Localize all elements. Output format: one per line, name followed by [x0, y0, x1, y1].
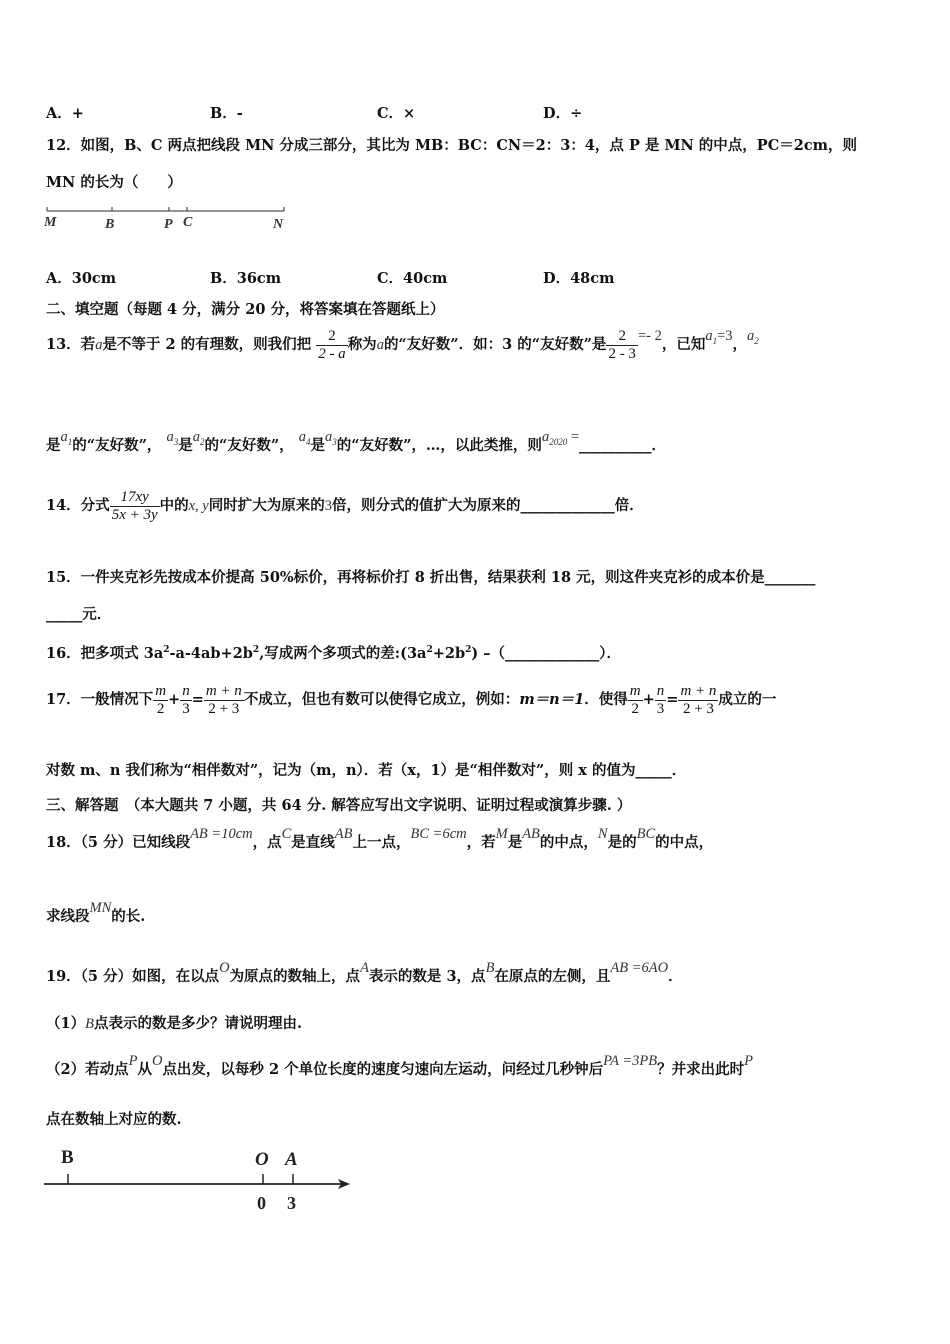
m-over-2	[628, 683, 643, 718]
q19-text: 表示的数是 3，点	[368, 968, 486, 985]
q19-text: 为原点的数轴上，点	[229, 968, 361, 985]
n-over-3	[180, 683, 192, 718]
frac-denominator: 2 + 3	[678, 700, 718, 718]
q19-text: 19．（5 分）如图，在以点	[46, 968, 220, 985]
q17-line1: 17．一般情况下 $\frac{m}{2}$ + $\frac{n}{3}$ = $\frac{m + n}{2 + 3}$ 不成立，但也有数可以使得它成立，例如：m＝n＝1．使得 $\frac{m}{2}$ + $\frac{n}{3}$ = $\frac{m + n}{2 + 3}$ 成立的一	[46, 682, 777, 717]
q18-text: ，若	[466, 834, 496, 851]
q18-text: 是的	[607, 834, 637, 851]
q12-option-b: B．36cm	[210, 270, 282, 287]
nl-tick-zero: 0	[257, 1193, 266, 1213]
q13-text: 的“友好数”，	[204, 437, 294, 454]
q13-text: 是	[310, 437, 325, 454]
var-a: a	[541, 429, 550, 445]
q19-text: 点表示的数是多少？请说明理由.	[93, 1015, 302, 1032]
q13-answer-blank: __________．	[579, 437, 666, 454]
number-line-figure	[44, 1142, 354, 1218]
q13-text: 是	[46, 437, 61, 454]
q17-text: ．使得	[584, 691, 628, 708]
frac-numerator: m	[629, 682, 641, 699]
segment-mn: MN	[89, 900, 112, 916]
q17-text: 不成立，但也有数可以使得它成立，例如：	[243, 691, 520, 708]
ab-length: AB =10cm	[190, 826, 253, 842]
m-over-2	[153, 683, 168, 718]
subscript: 2	[754, 335, 759, 346]
q11-option-c: C．×	[377, 105, 416, 122]
superscript: 2	[426, 645, 433, 655]
a1-term	[705, 328, 732, 344]
q13-text: 是不等于 2 的有理数，则我们把	[102, 336, 312, 353]
point-p: P	[128, 1053, 138, 1069]
example-fraction	[606, 328, 638, 363]
q19-text: （2）若动点	[46, 1061, 129, 1078]
q14-text: 中的	[159, 497, 189, 514]
q11-option-a: A．+	[46, 105, 84, 122]
frac-denominator: 2 + 3	[204, 700, 244, 718]
q16-text: 16．把多项式 3a	[46, 644, 164, 662]
pa-equation: PA =3PB	[603, 1053, 658, 1069]
q12-option-d: D．48cm	[543, 270, 615, 287]
var-a: a	[60, 429, 68, 445]
a1-term	[61, 429, 73, 445]
vars-xy: x, y	[188, 498, 209, 514]
subscript: 1	[67, 436, 73, 447]
point-m-label: M	[44, 215, 57, 230]
frac-numerator: m + n	[680, 682, 717, 699]
frac-numerator: 17xy	[120, 488, 149, 505]
q16-text: -a-4ab+2b	[169, 644, 253, 662]
q18-text: 上一点，	[352, 834, 411, 851]
line-ab: AB	[334, 826, 353, 842]
q18-text: 求线段	[46, 908, 90, 925]
q19-sub1	[46, 1012, 302, 1036]
q12-line2: MN 的长为（ ）	[46, 174, 182, 191]
q18-text: 是直线	[291, 834, 335, 851]
q13-text: 的“友好数”，…，以此类推，则	[336, 437, 542, 454]
frac-denominator: 2	[628, 700, 643, 718]
q18-text: 18．（5 分）已知线段	[46, 834, 191, 851]
point-b-label: B	[105, 217, 115, 232]
var-a: a	[376, 337, 384, 353]
q19-text: 点出发，以每秒 2 个单位长度的速度匀速向左运动，问经过几秒钟后	[162, 1061, 604, 1078]
q14-answer-blank: _____________	[520, 497, 615, 514]
q18-text: 的中点，	[655, 834, 714, 851]
q13-text: 13．若	[46, 336, 96, 353]
superscript: 2	[163, 645, 170, 655]
q14-text: 倍．	[614, 497, 644, 514]
q17-example: m＝n＝1	[519, 691, 585, 708]
section2-heading: 二、填空题（每题 4 分，满分 20 分，将答案填在答题纸上）	[46, 301, 445, 318]
a3-term	[167, 429, 179, 445]
q16-text: +2b	[432, 644, 466, 662]
q18-text: ，点	[252, 834, 282, 851]
section3-heading: 三、解答题 （本大题共 7 小题，共 64 分. 解答应写出文字说明、证明过程或演算步骤. ）	[46, 797, 632, 814]
point-o: O	[219, 960, 230, 976]
frac-numerator: n	[656, 682, 665, 699]
q17-line2: 对数 m、n 我们称为“相伴数对”，记为（m，n）．若（x，1）是“相伴数对”，则 x 的值为_____．	[46, 762, 687, 779]
q12-option-c: C．40cm	[377, 270, 448, 287]
q13-text: 的“友好数”，	[72, 437, 162, 454]
var-a: a	[192, 429, 200, 445]
point-o: O	[151, 1053, 163, 1069]
q19-text: ？并求出此时	[657, 1061, 745, 1078]
frac-denominator: 2	[153, 700, 168, 718]
friendly-fraction	[316, 328, 348, 363]
superscript: 2	[252, 645, 260, 655]
q13-text: 的“友好数”．如：3 的“友好数”是	[383, 336, 607, 353]
q18-text: 的长.	[111, 908, 146, 925]
point-b: B	[485, 960, 495, 976]
a2-term	[747, 328, 759, 344]
var-a: a	[298, 429, 306, 445]
q13-line2	[46, 428, 666, 469]
frac-numerator: n	[182, 682, 190, 699]
q18-text: 是	[507, 834, 523, 851]
q17-text: 成立的一	[718, 691, 777, 708]
q16-text: ,写成两个多项式的差:(3a	[259, 644, 427, 662]
point-n: N	[597, 826, 608, 842]
factor-three: 3	[324, 498, 332, 514]
frac-numerator: m + n	[205, 682, 242, 699]
subscript: 1	[712, 335, 718, 346]
q11-option-d: D．÷	[543, 105, 583, 122]
q13-line1: 13．若a是不等于 2 的有理数，则我们把 $\frac{2}{2 - a}$ 称为a的“友好数”．如：3 的“友好数”是 $\frac{2}{2 - 3}$ =- 2，已知$a_1=3$，$a_2$	[46, 327, 759, 362]
q16-text: ）．	[599, 644, 622, 662]
var-a: a	[95, 337, 103, 353]
var-a: a	[705, 328, 713, 344]
q14-line	[46, 484, 644, 528]
q13-text: 是	[178, 437, 193, 454]
a2020-term	[542, 429, 579, 445]
a4-term	[299, 429, 311, 445]
segment-mn-figure	[44, 203, 294, 235]
q13-text: ，已知	[661, 336, 706, 353]
n-over-3	[655, 683, 667, 718]
q19-text: 从	[137, 1061, 152, 1078]
point-p: P	[744, 1053, 753, 1069]
sum-fraction	[678, 683, 718, 718]
frac-denominator: 5x + 3y	[111, 506, 158, 523]
point-a: A	[360, 960, 369, 976]
q16-answer-blank: _____________	[505, 644, 600, 662]
subscript: 2	[200, 436, 205, 447]
a3-term	[325, 429, 337, 445]
q19-sub2-line1	[46, 1053, 753, 1087]
q19-text: 在原点的左侧，且	[494, 968, 611, 985]
q11-option-b: B．-	[210, 105, 243, 122]
point-c-label: C	[183, 215, 193, 230]
q12-line1: 12．如图，B、C 两点把线段 MN 分成三部分，其比为 MB：BC：CN＝2：3：4，点 P 是 MN 的中点，PC＝2cm，则	[46, 137, 858, 154]
q19-text: ．	[668, 968, 683, 985]
a1-value: =3	[717, 328, 733, 344]
nl-label-o: O	[255, 1149, 269, 1170]
frac-numerator: 2	[618, 327, 626, 344]
var-a: a	[166, 429, 174, 445]
q17-text: 17．一般情况下	[46, 691, 154, 708]
sum-fraction	[204, 683, 244, 718]
nl-label-a: A	[285, 1149, 298, 1170]
subscript: 2020	[549, 436, 568, 447]
frac-denominator: 2 - 3	[608, 345, 636, 362]
segment-bc: BC	[636, 826, 656, 842]
point-p-label: P	[164, 217, 173, 232]
q18-line1	[46, 826, 713, 860]
point-m: M	[495, 826, 508, 842]
frac-denominator: 2 - a	[318, 345, 346, 362]
point-c: C	[281, 826, 292, 842]
bc-length: BC =6cm	[410, 826, 467, 842]
frac-denominator: 3	[656, 700, 665, 717]
q15-line2: _____元．	[46, 606, 112, 623]
q16-line	[46, 640, 621, 664]
q13-text: 称为	[347, 336, 377, 353]
q14-text: 倍，则分式的值扩大为原来的	[332, 497, 521, 514]
q18-line2	[46, 900, 145, 934]
var-a: a	[747, 328, 755, 344]
frac-numerator: m	[155, 682, 167, 699]
q12-option-a: A．30cm	[46, 270, 117, 287]
segment-ab: AB	[522, 826, 540, 842]
q19-line1	[46, 960, 683, 994]
subscript: 4	[306, 436, 311, 447]
q18-text: 的中点，	[539, 834, 598, 851]
subscript: 3	[173, 436, 179, 447]
q14-text: 同时扩大为原来的	[208, 497, 325, 514]
q14-fraction	[110, 489, 160, 524]
q16-text: ) –（	[471, 644, 506, 662]
superscript: 2	[465, 645, 472, 655]
nl-tick-three: 3	[287, 1193, 296, 1213]
frac-numerator: 2	[328, 327, 336, 344]
q19-text: （1）	[46, 1015, 86, 1032]
ab-equation: AB =6AO	[610, 960, 669, 976]
point-b: B	[85, 1016, 94, 1032]
subscript: 3	[332, 436, 337, 447]
var-a: a	[325, 429, 333, 445]
equals: =	[570, 429, 579, 445]
a2-term	[193, 429, 205, 445]
example-result: =- 2	[637, 328, 662, 344]
point-n-label: N	[273, 217, 284, 232]
frac-denominator: 3	[182, 700, 190, 717]
nl-label-b: B	[61, 1147, 74, 1168]
q14-text: 14．分式	[46, 497, 110, 514]
q15-line1: 15．一件夹克衫先按成本价提高 50%标价，再将标价打 8 折出售，结果获利 18 元，则这件夹克衫的成本价是_______	[46, 569, 816, 586]
q19-sub2-line2: 点在数轴上对应的数.	[46, 1111, 182, 1128]
